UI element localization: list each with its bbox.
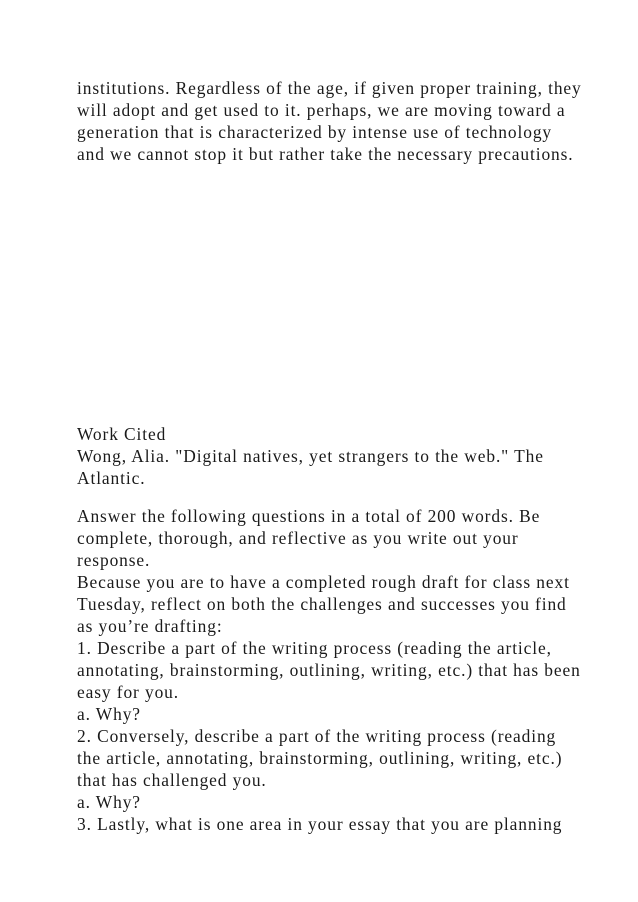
question-line: the article, annotating, brainstorming, outlining, writing, etc.) <box>77 748 563 768</box>
citation-line: Wong, Alia. "Digital natives, yet strangers to the web." The <box>77 446 544 466</box>
paragraph-line: and we cannot stop it but rather take the necessary precautions. <box>77 144 574 164</box>
question-line: that has challenged you. <box>77 770 267 790</box>
question-line: 3. Lastly, what is one area in your essay that you are planning <box>77 814 563 834</box>
question-line: easy for you. <box>77 682 180 702</box>
instruction-line: response. <box>77 550 151 570</box>
paragraph-line: will adopt and get used to it. perhaps, we are moving toward a <box>77 100 566 120</box>
instruction-line: complete, thorough, and reflective as you write out your <box>77 528 519 548</box>
work-cited-heading: Work Cited <box>77 424 167 444</box>
citation-line: Atlantic. <box>77 468 146 488</box>
instruction-line: Answer the following questions in a total of 200 words. Be <box>77 506 541 526</box>
instruction-line: Tuesday, reflect on both the challenges and successes you find <box>77 594 567 614</box>
question-line: annotating, brainstorming, outlining, writing, etc.) that has been <box>77 660 581 680</box>
question-line: 2. Conversely, describe a part of the writing process (reading <box>77 726 557 746</box>
instruction-line: Because you are to have a completed rough draft for class next <box>77 572 570 592</box>
question-line: a. Why? <box>77 792 141 812</box>
instruction-line: as you’re drafting: <box>77 616 223 636</box>
question-line: 1. Describe a part of the writing process (reading the article, <box>77 638 552 658</box>
paragraph-line: generation that is characterized by intense use of technology <box>77 122 553 142</box>
paragraph-line: institutions. Regardless of the age, if given proper training, they <box>77 78 582 98</box>
question-line: a. Why? <box>77 704 141 724</box>
